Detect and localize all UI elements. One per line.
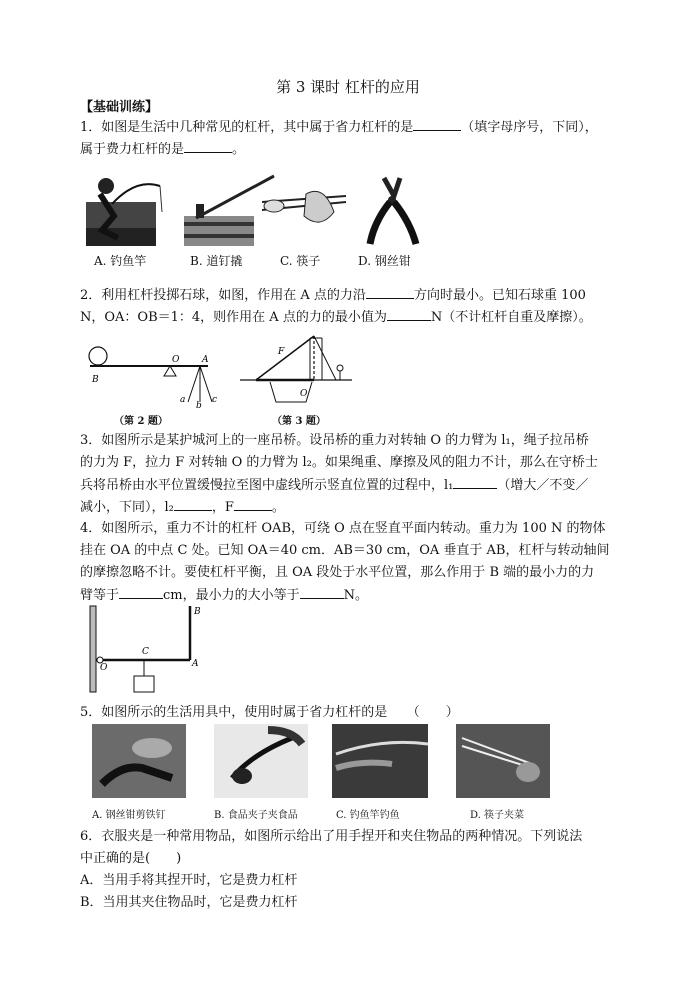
q1-line1: [80, 116, 640, 139]
q4-line3: 的摩擦忽略不计。要使杠杆平衡，且 OA 段处于水平位置，那么作用于 B 端的最小力的力: [80, 565, 595, 580]
fig4-label-o: O: [100, 663, 108, 673]
q3-line3: [80, 474, 640, 497]
q2-line2: [80, 306, 640, 329]
q5-caption-a: A. 钢丝钳剪铁钉: [92, 810, 166, 821]
figure-2-diagram: [84, 340, 224, 410]
section-heading: 【基础训练】: [80, 100, 159, 115]
q1-text-d: 。: [232, 142, 246, 157]
chopsticks-picture: [262, 191, 346, 222]
fig2-label-sb: b: [196, 401, 202, 410]
q6-line1: 6．衣服夹是一种常用物品，如图所示给出了用手捏开和夹住物品的两种情况。下列说法: [80, 829, 583, 844]
fig2-label-b: B: [92, 375, 99, 385]
q1-line2: [80, 138, 640, 161]
q1-blank-2[interactable]: [184, 138, 232, 153]
q2-text-b: 方向时最小。已知石球重 100: [413, 288, 586, 303]
food-tongs-photo: [214, 724, 308, 798]
q1-blank-1[interactable]: [413, 116, 461, 131]
chopsticks-photo: [456, 724, 550, 798]
pliers-picture: [370, 178, 416, 244]
q3-line4: [80, 496, 640, 519]
fig3-label-f: F: [278, 347, 285, 357]
fishing-rod-photo: [332, 724, 428, 798]
q1-caption-a: A. 钓鱼竿: [94, 254, 147, 268]
fig2-label-a: A: [202, 355, 209, 365]
q4-text-c: N。: [343, 588, 369, 603]
q4-line2: 挂在 OA 的中点 C 处。已知 OA＝40 cm．AB＝30 cm，OA 垂直于 AB，杠杆与转动轴间: [80, 543, 610, 558]
page-title: 第 3 课时 杠杆的应用: [276, 78, 420, 96]
q4-text-b: cm，最小力的大小等于: [163, 588, 300, 603]
fishing-rod-picture: [86, 178, 162, 246]
q1-figures: [84, 172, 424, 248]
q2-text-c: N，OA：OB＝1：4，则作用在 A 点的力的最小值为: [80, 310, 387, 325]
q3-text-e: 。: [271, 500, 285, 515]
q3-blank-1[interactable]: [453, 474, 497, 489]
q5-caption-d: D. 筷子夹菜: [470, 810, 525, 821]
q6-line2: 中正确的是( ): [80, 851, 182, 866]
figure-2-caption: （第 2 题）: [114, 416, 168, 427]
q1-caption-d: D. 钢丝钳: [358, 254, 411, 268]
crowbar-picture: [184, 176, 274, 246]
q2-blank-1[interactable]: [366, 284, 414, 299]
q1-text-a: 1．如图是生活中几种常见的杠杆，其中属于省力杠杆的是: [80, 120, 414, 135]
figure-3-caption: （第 3 题）: [272, 416, 326, 427]
q1-text-c: 属于费力杠杆的是: [80, 142, 185, 157]
q4-line1: 4．如图所示，重力不计的杠杆 OAB，可绕 O 点在竖直平面内转动。重力为 100 N 的物体: [80, 521, 606, 536]
q4-text-a: 臂等于: [80, 588, 120, 603]
q3-blank-3[interactable]: [234, 496, 272, 511]
q6-option-b[interactable]: B．当用其夹住物品时，它是费力杠杆: [80, 895, 298, 910]
q6-option-a[interactable]: A．当用手将其捏开时，它是费力杠杆: [80, 873, 298, 888]
q5-photos: [92, 724, 552, 800]
fig2-label-sa: a: [180, 395, 186, 405]
q3-text-a: 兵将吊桥由水平位置缓慢拉至图中虚线所示竖直位置的过程中，l₁: [80, 478, 454, 493]
q2-line1: [80, 284, 640, 307]
q3-blank-2[interactable]: [174, 496, 212, 511]
fig4-label-c: C: [142, 647, 149, 657]
figure-4-lever: [86, 602, 206, 698]
q5-line: 5．如图所示的生活用具中，使用时属于省力杠杆的是 （ ）: [80, 705, 459, 720]
q5-caption-b: B. 食品夹子夹食品: [214, 810, 298, 821]
fig4-label-b: B: [194, 607, 201, 617]
q3-line1: 3．如图所示是某护城河上的一座吊桥。设吊桥的重力对转轴 O 的力臂为 l₁，绳子拉吊桥: [80, 433, 589, 448]
q2-text-a: 2．利用杠杆投掷石球，如图，作用在 A 点的力沿: [80, 288, 366, 303]
q1-caption-b: B. 道钉撬: [190, 254, 243, 268]
q4-blank-2[interactable]: [300, 584, 344, 599]
q3-text-d: ，F: [211, 500, 234, 515]
q3-text-b: （增大／不变／: [497, 478, 589, 493]
fig2-label-sc: c: [212, 395, 218, 405]
q5-caption-c: C. 钓鱼竿钓鱼: [336, 810, 400, 821]
pliers-cutting-photo: [92, 724, 186, 798]
q2-blank-2[interactable]: [387, 306, 431, 321]
q4-blank-1[interactable]: [119, 584, 163, 599]
q1-text-b: （填字母序号，下同），: [461, 120, 598, 135]
fig3-label-o: O: [300, 389, 308, 399]
q2-text-d: N（不计杠杆自重及摩擦）。: [430, 310, 592, 325]
fig4-label-a: A: [192, 659, 199, 669]
figure-3-drawbridge: [236, 332, 356, 412]
q3-text-c: 减小，下同），l₂: [80, 500, 174, 515]
q3-line2: 的力为 F，拉力 F 对转轴 O 的力臂为 l₂。如果绳重、摩擦及风的阻力不计，那么在守桥士: [80, 455, 598, 470]
fig2-label-o: O: [172, 355, 180, 365]
q1-caption-c: C. 筷子: [280, 254, 321, 268]
